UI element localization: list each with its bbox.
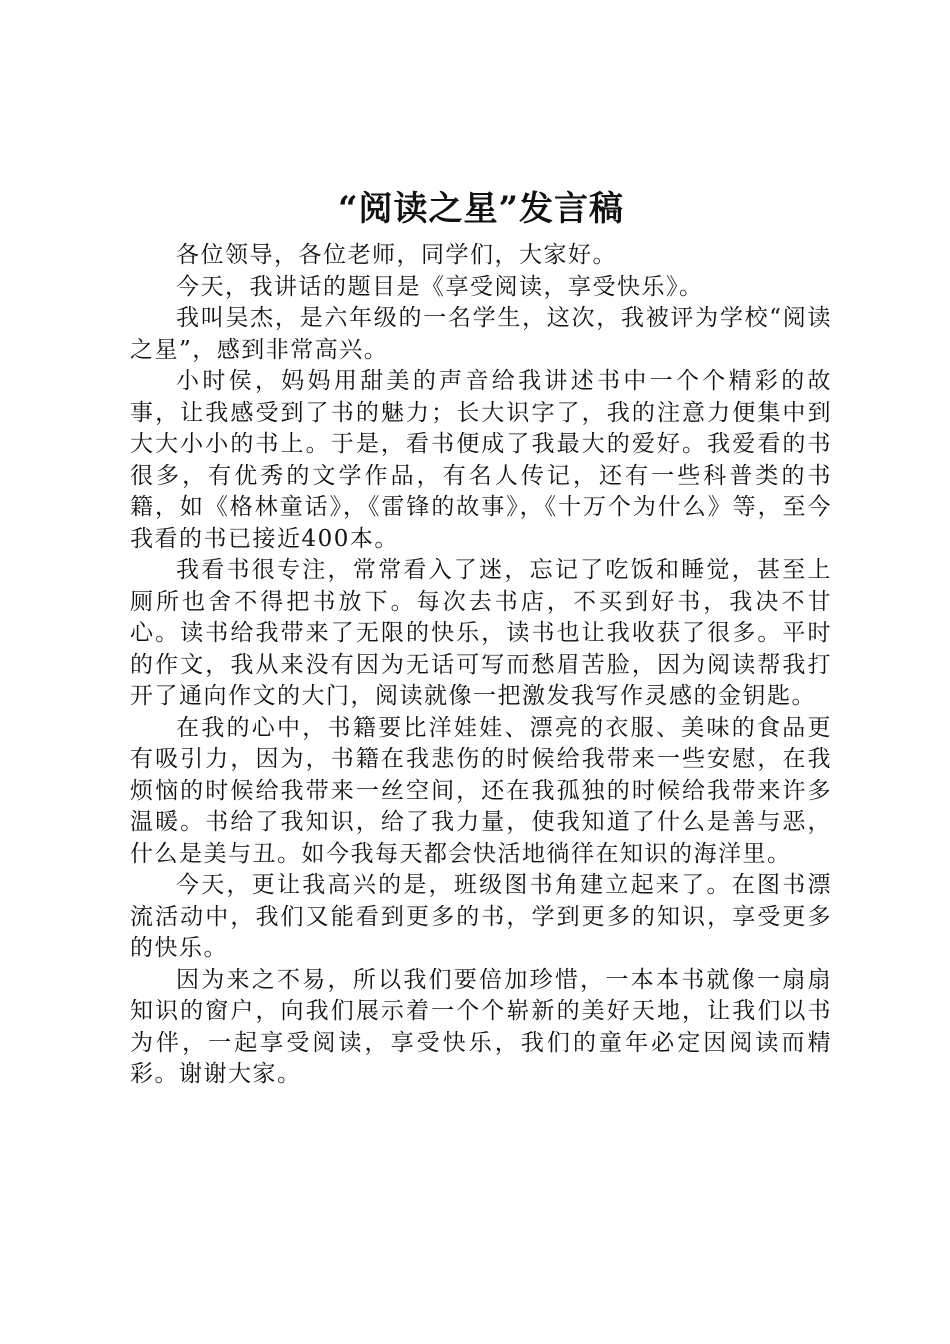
document-body [130,182,832,1091]
paragraph-introduction: 我叫吴杰，是六年级的一名学生，这次，我被评为学校“阅读之星”，感到非常高兴。 [130,305,832,363]
document-title: “阅读之星”发言稿 [337,189,625,229]
paragraph-topic: 今天，我讲话的题目是《享受阅读，享受快乐》。 [176,273,704,300]
paragraph-closing: 因为来之不易，所以我们要倍加珍惜，一本本书就像一扇扇知识的窗户，向我们展示着一个个崭新的美好天地，让我们以书为伴，一起享受阅读，享受快乐，我们的童年必定因阅读而精彩。谢谢大家。 [130,966,832,1087]
paragraph-books-value: 在我的心中，书籍要比洋娃娃、漂亮的衣服、美味的食品更有吸引力，因为，书籍在我悲伤的时候给我带来一些安慰，在我烦恼的时候给我带来一丝空间，还在我孤独的时候给我带来许多温暖。书给了我知识，给了我力量，使我知道了什么是善与恶，什么是美与丑。如今我每天都会快活地徜徉在知识的海洋里。 [130,714,832,867]
paragraph-reading-habit: 我看书很专注，常常看入了迷，忘记了吃饭和睡觉，甚至上厕所也舍不得把书放下。每次去书店，不买到好书，我决不甘心。读书给我带来了无限的快乐，读书也让我收获了很多。平时的作文，我从来没有因为无话可写而愁眉苦脸，因为阅读帮我打开了通向作文的大门，阅读就像一把激发我写作灵感的金钥匙。 [130,557,832,709]
paragraph-greeting: 各位领导，各位老师，同学们，大家好。 [176,242,617,268]
paragraph-book-corner: 今天，更让我高兴的是，班级图书角建立起来了。在图书漂流活动中，我们又能看到更多的书，学到更多的知识，享受更多的快乐。 [130,872,832,961]
paragraph-childhood: 小时侯，妈妈用甜美的声音给我讲述书中一个个精彩的故事，让我感受到了书的魅力；长大识字了，我的注意力便集中到大大小小的书上。于是，看书便成了我最大的爱好。我爱看的书很多，有优秀的文学作品，有名人传记，还有一些科普类的书籍，如《格林童话》，《雷锋的故事》，《十万个为什么》等，至今我看的书已接近400本。 [130,368,832,552]
